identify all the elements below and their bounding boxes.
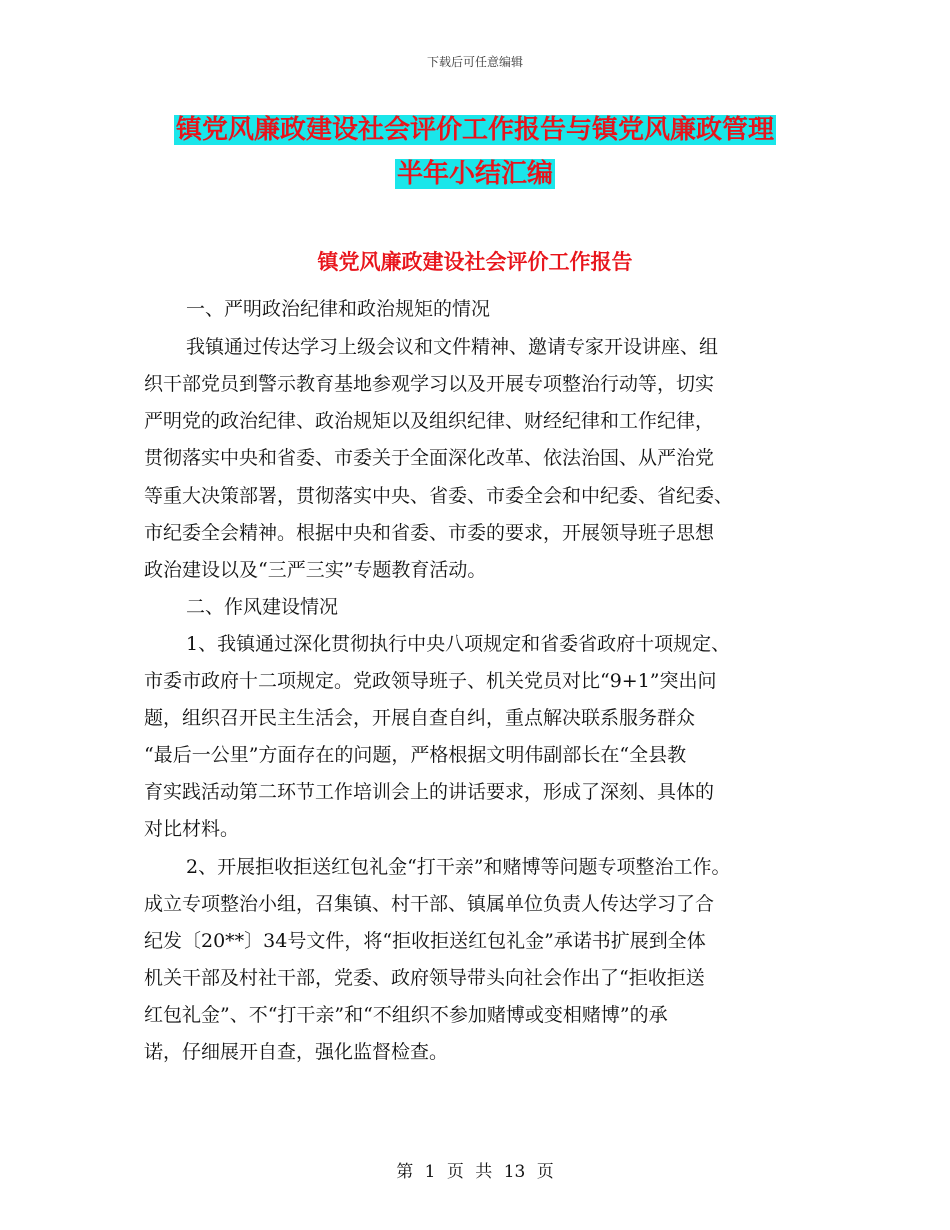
header-note: 下载后可任意编辑 [426,55,523,69]
paragraph-line: 我镇通过传达学习上级会议和文件精神、邀请专家开设讲座、组 [186,336,719,358]
title-highlight-2: 半年小结汇编 [396,159,553,189]
paragraph-line: 政治建设以及“三严三实”专题教育活动。 [144,559,487,581]
paragraph-line: 织干部党员到警示教育基地参观学习以及开展专项整治行动等，切实 [144,373,715,395]
heading-2: 二、作风建设情况 [186,596,339,618]
paragraph-line: 对比材料。 [144,818,240,840]
paragraph-line: “最后一公里”方面存在的问题，严格根据文明伟副部长在“全县教 [144,744,687,766]
paragraph-line: 红包礼金”、不“打干亲”和“不组织不参加赌博或变相赌博”的承 [144,1004,668,1026]
paragraph-line: 等重大决策部署，贯彻落实中央、省委、市委全会和中纪委、省纪委、 [144,485,734,507]
document-title-line-2 [0,156,950,192]
document-title-line-1 [0,112,950,148]
paragraph-line: 2、开展拒收拒送红包礼金“打干亲”和赌博等问题专项整治工作。 [186,856,731,878]
paragraph-line: 严明党的政治纪律、政治规矩以及组织纪律、财经纪律和工作纪律， [144,410,715,432]
section-title: 镇党风廉政建设社会评价工作报告 [317,250,633,274]
paragraph-line: 题，组织召开民主生活会，开展自查自纠，重点解决联系服务群众 [144,707,696,729]
title-highlight-1: 镇党风廉政建设社会评价工作报告与镇党风廉政管理 [175,115,774,145]
paragraph-line: 贯彻落实中央和省委、市委关于全面深化改革、依法治国、从严治党 [144,447,715,469]
paragraph-line: 机关干部及村社干部，党委、政府领导带头向社会作出了“拒收拒送 [144,967,705,989]
page-footer: 第 1 页 共 13 页 [396,1162,554,1182]
paragraph-line: 诺，仔细展开自查，强化监督检查。 [144,1041,449,1063]
paragraph-line: 市委市政府十二项规定。党政领导班子、机关党员对比“9+1”突出问 [144,670,717,692]
paragraph-line: 纪发〔20**〕34号文件，将“拒收拒送红包礼金”承诺书扩展到全体 [144,930,706,952]
paragraph-line: 育实践活动第二环节工作培训会上的讲话要求，形成了深刻、具体的 [144,781,715,803]
heading-1: 一、严明政治纪律和政治规矩的情况 [186,298,491,320]
paragraph-line: 市纪委全会精神。根据中央和省委、市委的要求，开展领导班子思想 [144,522,715,544]
paragraph-line: 1、我镇通过深化贯彻执行中央八项规定和省委省政府十项规定、 [186,633,731,655]
paragraph-line: 成立专项整治小组，召集镇、村干部、镇属单位负责人传达学习了合 [144,893,715,915]
